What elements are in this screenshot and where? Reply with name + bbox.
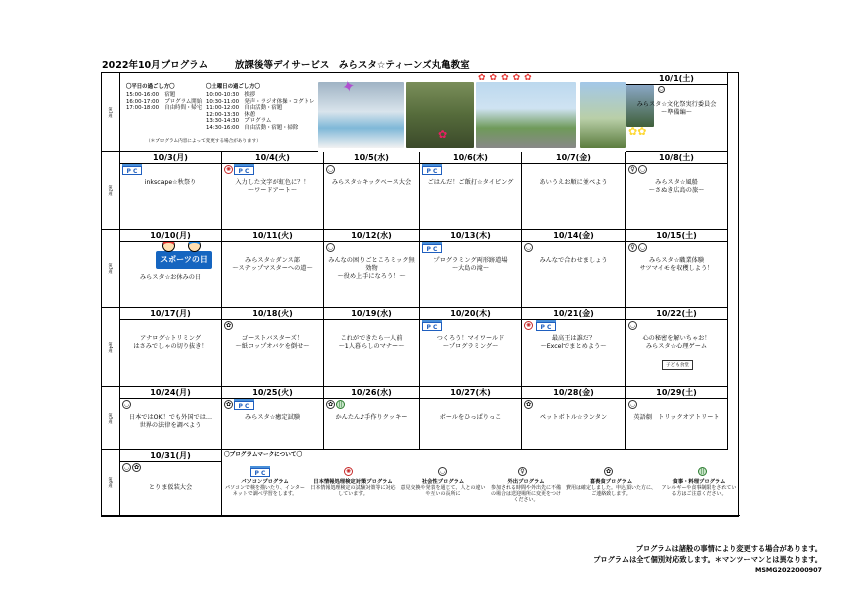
program-text: ボールをひっぱりっこ: [439, 414, 502, 421]
program-text: みらスタ☆ダンス部 ～ステップマスターへの道～: [232, 257, 313, 272]
facility-name: 放課後等デイサービス みらスタ☆ティーンズ丸亀教室: [235, 60, 470, 71]
day-cell: [626, 164, 728, 230]
pc-icon: P C: [234, 401, 254, 410]
program-text: ゴーストバスターズ！ ～紙コップオバケを倒せ～: [235, 335, 310, 350]
date-header: 10/31(月): [120, 450, 222, 462]
jp-exam-icon: ✺: [345, 468, 352, 475]
footer-code: MSMG2022000907: [754, 566, 822, 574]
legend-area: [222, 450, 740, 516]
intro-cell: [120, 73, 318, 152]
program-text: 入力した文字が虹色に？！ ～ワードアート～: [235, 179, 310, 194]
pc-icon: P C: [422, 166, 442, 175]
kids-cafeteria-badge: 子ども食堂: [662, 360, 693, 370]
saturday-schedule: 10:00-10:30 挨拶 10:30-11:00 発声・ラジオ体操・コグトレ 11:00-12:00 自由活動・宿題 12:00-13:30 休憩 13:30-14:30 プログラム 14:30-16:00 自由活動・宿題・掃除: [206, 92, 315, 131]
date-header: 10/17(月): [120, 308, 222, 320]
day-cell: [120, 320, 222, 387]
social-icon: ◡: [439, 468, 446, 475]
legend-item-title: 日本情報処理検定対策プログラム: [313, 479, 393, 485]
cooking-icon: ||: [336, 400, 345, 409]
pc-icon: P C: [422, 244, 442, 253]
date-header: 10/5(水): [324, 152, 420, 164]
outing-icon: ♀: [628, 165, 637, 174]
program-text: あいうえお順に並べよう: [539, 179, 608, 186]
day-cell: [522, 164, 626, 230]
date-header: 10/26(水): [324, 387, 420, 399]
legend-item-title: 外出プログラム: [507, 479, 545, 485]
social-icon: ◡: [639, 166, 646, 173]
social-icon: ◡: [327, 244, 334, 251]
program-text: みらスタ☆キックベース大会: [331, 179, 412, 186]
pc-icon: P C: [536, 322, 556, 331]
program-text: みらスタ☆お休みの日: [139, 274, 202, 281]
date-header: 10/27(木): [420, 387, 522, 399]
flowers-icon: ✿✿✿✿✿: [478, 73, 536, 83]
legend-title: 〇プログラムマークについて〇: [224, 452, 303, 458]
day-cell: [420, 320, 522, 387]
day-cell: [222, 242, 324, 308]
program-text: かんたん♪手作りクッキー: [335, 414, 408, 421]
day-cell: [222, 320, 324, 387]
legend-item: [308, 462, 398, 514]
date-header: 10/15(土): [626, 230, 728, 242]
date-header: 10/29(土): [626, 387, 728, 399]
meal-icon: ✿: [525, 401, 532, 408]
pc-icon: P C: [422, 322, 442, 331]
program-text: みらスタ☆職業体験 サツマイモを収穫しよう！: [639, 257, 714, 272]
pc-icon: P C: [122, 166, 142, 175]
legend-item: [398, 462, 488, 514]
week-label: 第3週: [102, 230, 120, 308]
program-text: みらスタ☆風船 ～さぬき広島の旅～: [648, 179, 705, 194]
legend-item-desc: 参加される時間や外出先に不備の場合は送迎場所に変更をつけください。: [490, 485, 561, 503]
program-text: みんなの困りごところミック無効物 ～役め上手になろう！～: [328, 257, 415, 280]
jp-exam-icon: ✺: [225, 166, 232, 173]
meal-icon: ✿: [605, 468, 612, 475]
program-text: ペットボトル☆ランタン: [539, 414, 608, 421]
program-calendar: [101, 72, 739, 517]
program-text: とりま仮装大会: [148, 484, 193, 491]
week-label: 第2週: [102, 152, 120, 230]
day-cell: [324, 164, 420, 230]
week-label: 第4週: [102, 308, 120, 387]
footer-note-2: プログラムは全て個別対応致します。＊マンツーマンとは異なります。: [593, 555, 822, 564]
date-header: 10/14(金): [522, 230, 626, 242]
legend-item-desc: パソコンで検を描いたり、インターネットで調べ学習をします。: [225, 485, 305, 497]
page-title: 2022年10月プログラム: [102, 60, 209, 71]
flower-icon: ✿: [438, 128, 448, 141]
outing-icon: ♀: [518, 467, 527, 476]
week-label: 第5週: [102, 387, 120, 450]
program-text: 心の秘密を解いちゃお！ みらスタ☆心理ゲーム: [642, 335, 711, 350]
legend-item-title: 喜喪食プログラム: [589, 479, 633, 485]
flower-icon: ✿✿: [628, 125, 647, 138]
legend-item: [658, 462, 740, 514]
date-header: 10/8(土): [626, 152, 728, 164]
social-icon: ◡: [659, 86, 664, 92]
social-icon: ◡: [327, 166, 334, 173]
day-cell: [522, 242, 626, 308]
program-text: 英語劇 トリックオアトリート: [633, 414, 720, 421]
photo-outing: [476, 82, 576, 148]
date-header: 10/18(火): [222, 308, 324, 320]
day-cell: [626, 242, 728, 308]
day-cell: [626, 85, 728, 152]
sports-day-label: スポーツの日: [160, 255, 208, 264]
program-text: これができたら一人前 ～1人暮らしのマナー～: [338, 335, 405, 350]
date-header: 10/4(火): [222, 152, 324, 164]
meal-icon: ✿: [133, 464, 140, 471]
legend-item-desc: 日本情報処理検定の試験対策等に対応しています。: [310, 485, 396, 497]
program-text: つくろう！マイワールド ～プログラミング～: [436, 335, 505, 350]
week-label: 第6週: [102, 450, 120, 516]
program-text: プログラミング両形跡道場 ～大島の滝～: [433, 257, 508, 272]
legend-item-desc: アレルギーや食事制限をされている方はご注意ください。: [661, 485, 737, 497]
day-cell: [324, 399, 420, 450]
day-cell: [222, 399, 324, 450]
social-icon: ◡: [629, 401, 636, 408]
social-icon: ◡: [123, 401, 130, 408]
legend-item: [488, 462, 564, 514]
program-text: inkscape☆秋祭り: [144, 179, 197, 186]
saturday-title: 〇土曜日の過ごし方〇: [206, 84, 260, 90]
pc-icon: P C: [250, 468, 270, 477]
cooking-icon: ||: [698, 467, 707, 476]
weekday-schedule: 15:00-16:00 宿題 16:00-17:00 プログラム開始 17:00-18:00 自由時間・帰宅: [126, 92, 203, 112]
date-header: 10/7(金): [522, 152, 626, 164]
social-icon: ◡: [123, 464, 130, 471]
legend-item-desc: 意見交換や発表を通じて、人との違いや互いの長所に: [400, 485, 486, 497]
program-text: アナログ☆トリミング はさみでしゃの切り抜き！: [133, 335, 208, 350]
date-header: 10/20(木): [420, 308, 522, 320]
program-text: みらスタ☆文化祭実行委員会 ～準備編～: [636, 101, 717, 116]
photo-bottles: [318, 82, 404, 148]
pc-icon: P C: [234, 166, 254, 175]
date-header: 10/11(火): [222, 230, 324, 242]
date-header: 10/21(金): [522, 308, 626, 320]
photo-group: [580, 82, 626, 148]
meal-icon: ✿: [225, 401, 232, 408]
program-text: 日本ではOK！でも外国では… 世界の法律を調べよう: [128, 414, 213, 429]
meal-icon: ✿: [327, 401, 334, 408]
day-cell: [522, 320, 626, 387]
date-header: 10/22(土): [626, 308, 728, 320]
day-cell: [626, 399, 728, 450]
outing-icon: ♀: [628, 243, 637, 252]
social-icon: ◡: [639, 244, 646, 251]
footer-note-1: プログラムは諸般の事情により変更する場合があります。: [635, 544, 822, 553]
day-cell: [324, 320, 420, 387]
day-cell: [420, 399, 522, 450]
day-cell: [324, 242, 420, 308]
legend-item-title: 社会性プログラム: [421, 479, 465, 485]
weekday-title: 〇平日の過ごし方〇: [126, 84, 175, 90]
program-text: みらスタ☆癒定試験: [244, 414, 301, 421]
intro-note: （＊プログラム内容によって変更する場合があります）: [146, 139, 261, 144]
day-cell: [626, 320, 728, 387]
program-text: 最高王は誰だ？ ～Excelでまとめよう～: [540, 335, 607, 350]
day-cell: [522, 399, 626, 450]
program-text: ごはんだ！ご飯打☆タイピング: [427, 179, 514, 186]
legend-item: [222, 462, 308, 514]
day-cell: [120, 399, 222, 450]
day-cell: [420, 164, 522, 230]
date-header: 10/12(水): [324, 230, 420, 242]
legend-item-title: パソコンプログラム: [241, 479, 289, 485]
social-icon: ◡: [629, 322, 636, 329]
day-cell: [120, 242, 222, 308]
date-header: 10/1(土): [626, 73, 728, 85]
jp-exam-icon: ✺: [525, 322, 532, 329]
date-header: 10/25(火): [222, 387, 324, 399]
legend-item-title: 食事・料理プログラム: [672, 479, 726, 485]
week-label: 第1週: [102, 73, 120, 152]
date-header: 10/28(金): [522, 387, 626, 399]
date-header: 10/19(水): [324, 308, 420, 320]
date-header: 10/10(月): [120, 230, 222, 242]
date-header: 10/24(月): [120, 387, 222, 399]
date-header: 10/3(月): [120, 152, 222, 164]
day-cell: [120, 462, 222, 516]
date-header: 10/13(木): [420, 230, 522, 242]
sports-day-banner: [156, 251, 212, 269]
legend-item-desc: 費用は確定しました。申込頂いた方に、ご連絡致します。: [566, 485, 657, 497]
day-cell: [420, 242, 522, 308]
social-icon: ◡: [525, 244, 532, 251]
program-text: みんなで合わせましょう: [539, 257, 608, 264]
date-header: 10/6(木): [420, 152, 522, 164]
day-cell: [222, 164, 324, 230]
meal-icon: ✿: [225, 322, 232, 329]
legend-item: [564, 462, 658, 514]
sparkle-icon: ✦: [340, 75, 358, 98]
day-cell: [120, 164, 222, 230]
